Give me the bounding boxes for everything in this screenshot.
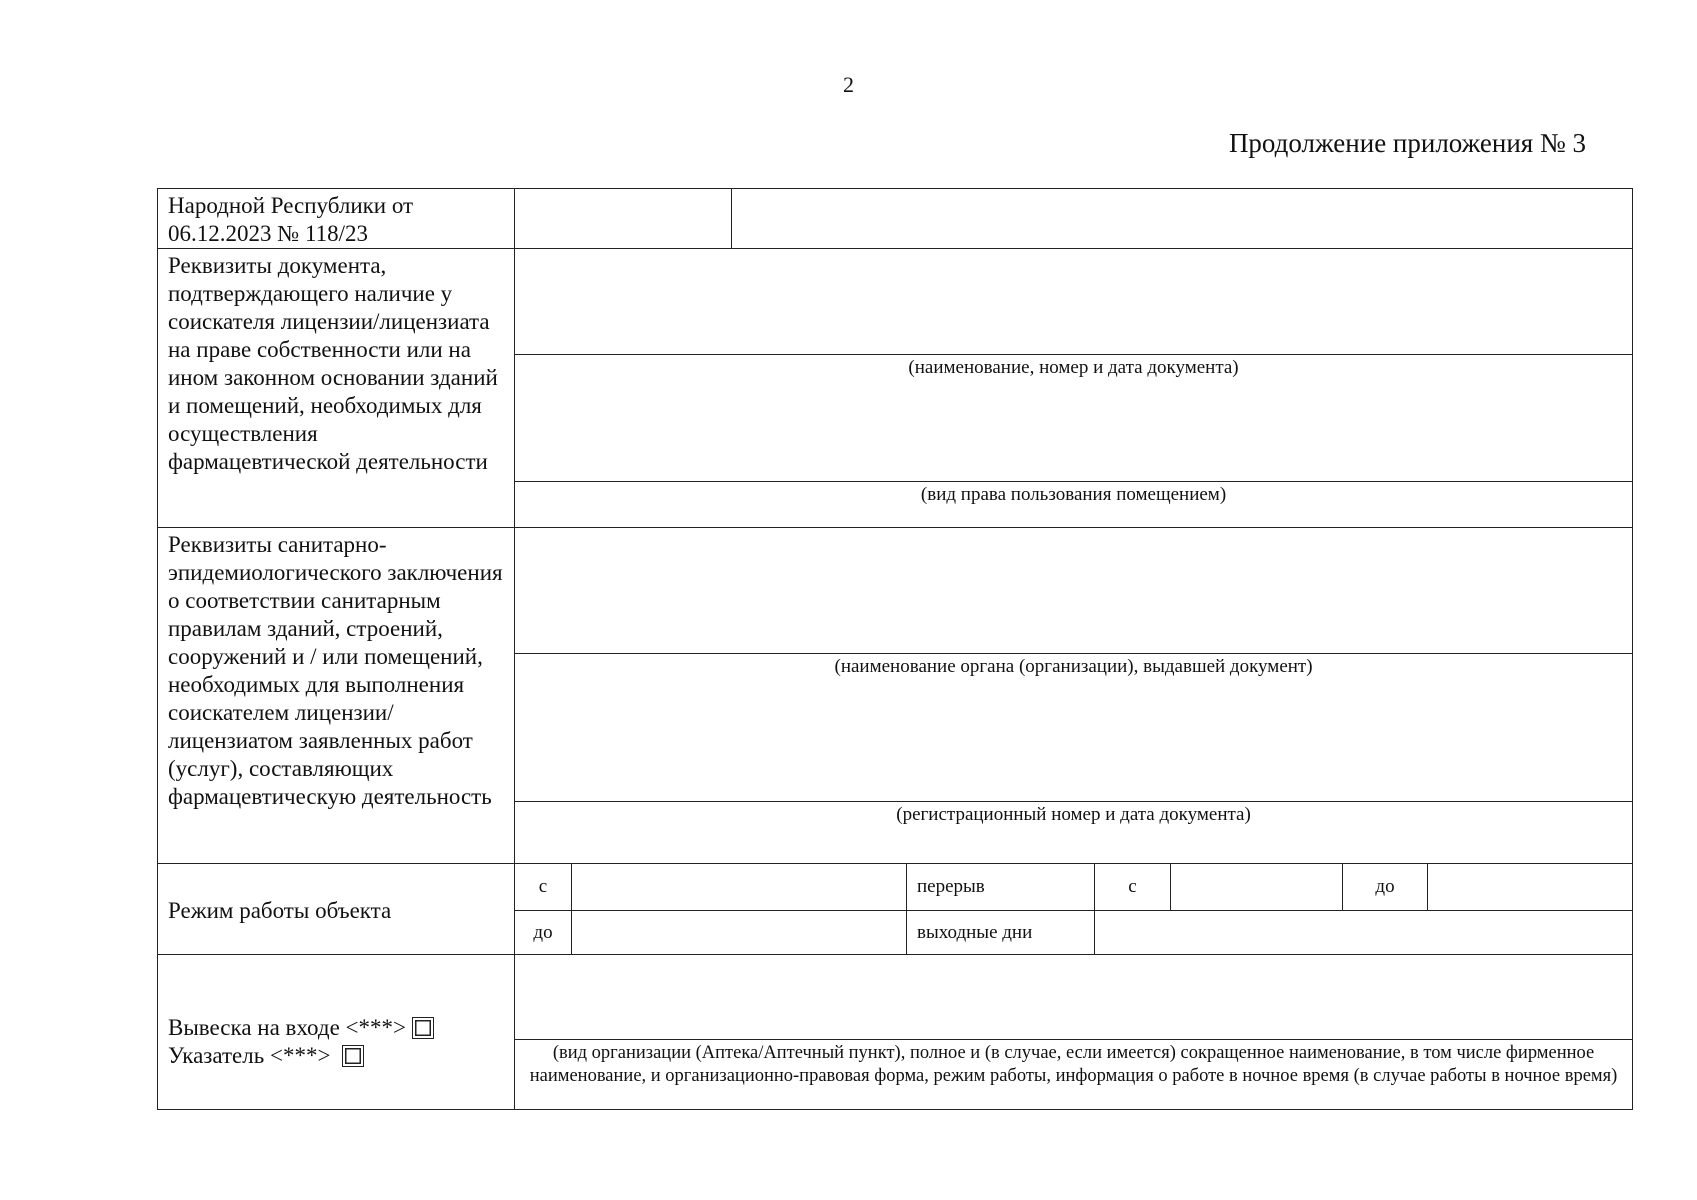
row1-label-line1: Народной Республики от: [168, 193, 414, 218]
schedule-to-label: до: [515, 911, 572, 955]
usage-right-caption: (вид права пользования помещением): [515, 482, 1633, 528]
premises-document-field[interactable]: [515, 249, 1633, 355]
row1-label-line2: 06.12.2023 № 118/23: [168, 221, 368, 246]
break-from-field[interactable]: [1171, 864, 1343, 911]
break-from-label: с: [1095, 864, 1171, 911]
sanitary-conclusion-field[interactable]: [515, 528, 1633, 654]
premises-document-label: Реквизиты документа, подтверждающего наличие у соискателя лицензии/лицензиата на праве собственности или на ином законном основании зданий и помещений, необходимых для осуществления фармацевтической деятельности: [158, 249, 515, 528]
row1-field-a[interactable]: [515, 189, 732, 249]
signage-field[interactable]: [515, 955, 1633, 1040]
schedule-to-field[interactable]: [572, 911, 907, 955]
break-to-field[interactable]: [1428, 864, 1633, 911]
pointer-checkbox[interactable]: [342, 1045, 364, 1067]
appendix-title: Продолжение приложения № 3: [1228, 128, 1586, 158]
page-number: 2: [843, 72, 854, 97]
schedule-from-field[interactable]: [572, 864, 907, 911]
entrance-sign-label: Вывеска на входе <***>: [168, 1015, 406, 1040]
break-label: перерыв: [907, 864, 1095, 911]
row1-label: [158, 189, 515, 249]
registration-number-caption: (регистрационный номер и дата документа): [515, 802, 1633, 864]
row1-field-b[interactable]: [732, 189, 1633, 249]
signage-label: [158, 955, 515, 1110]
schedule-from-label: с: [515, 864, 572, 911]
sanitary-conclusion-label: Реквизиты санитарно-эпидемиологического заключения о соответствии санитарным правилам зданий, строений, сооружений и / или помещений, необходимых для выполнения соискателем лицензии/лицензиатом заявленных работ (услуг), составляющих фармацевтическую деятельность: [158, 528, 515, 864]
entrance-sign-checkbox[interactable]: [412, 1017, 434, 1039]
application-form-table: [157, 188, 1633, 1110]
days-off-label: выходные дни: [907, 911, 1095, 955]
break-to-label: до: [1343, 864, 1428, 911]
pointer-label: Указатель <***>: [168, 1043, 331, 1068]
signage-caption: (вид организации (Аптека/Аптечный пункт), полное и (в случае, если имеется) сокращенное наименование, в том числе фирменное наименование, и организационно-правовая форма, режим работы, информация о работе в ночное время (в случае работы в ночное время): [515, 1040, 1633, 1110]
premises-document-caption: (наименование, номер и дата документа): [515, 355, 1633, 482]
issuing-authority-caption: (наименование органа (организации), выдавшей документ): [515, 654, 1633, 802]
days-off-field[interactable]: [1095, 911, 1633, 955]
schedule-label: Режим работы объекта: [158, 864, 515, 955]
